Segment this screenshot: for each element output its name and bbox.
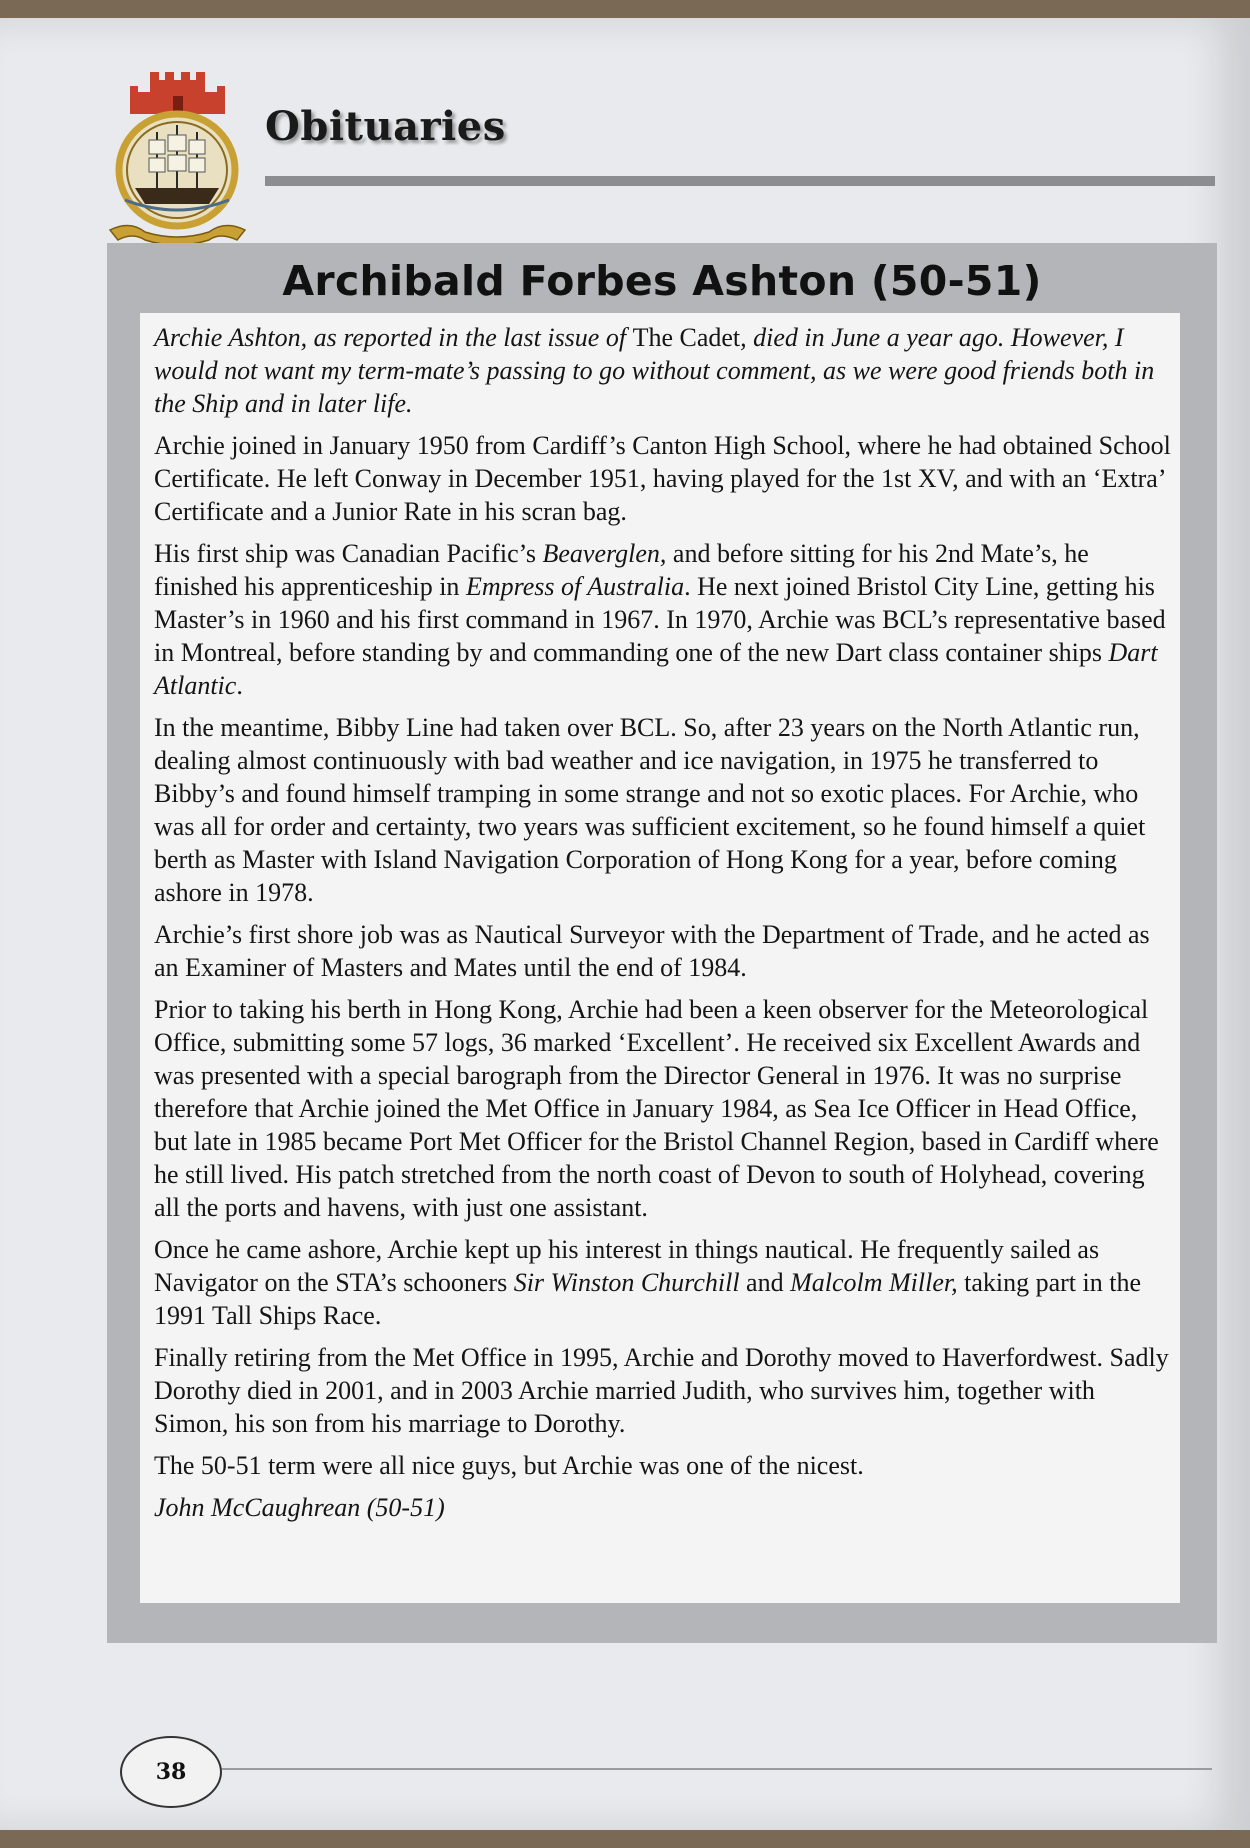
ship-name: Beaverglen, — [542, 539, 667, 568]
p2-text-a: His first ship was Canadian Pacific’s — [154, 539, 543, 568]
paragraph-7: Finally retiring from the Met Office in 1995, Archie and Dorothy moved to Haverfordwest. Sadly Dorothy died in 2001, and in 2003 Archie married Judith, who survives him, together with Simon, his son from his marriage to Dorothy. — [154, 1343, 1169, 1438]
author-signoff: John McCaughrean (50-51) — [154, 1493, 445, 1522]
article-frame — [107, 243, 1217, 1643]
intro-paragraph — [154, 321, 1174, 420]
publication-name: The Cadet — [632, 323, 741, 352]
p2-text-b: and before sitting for his 2nd Mate’s, he finished his apprenticeship in — [154, 539, 1089, 601]
p6-text-c: taking part in the 1991 Tall Ships Race. — [154, 1268, 1142, 1330]
ship-name: Sir Winston Churchill — [513, 1268, 740, 1297]
section-title: Obituaries — [265, 103, 506, 150]
magazine-page — [0, 18, 1250, 1830]
intro-text-1: Archie Ashton, as reported in the last issue of — [154, 323, 633, 352]
page-number: 38 — [120, 1736, 222, 1808]
article-body — [154, 321, 1174, 1533]
ship-crest-icon — [105, 70, 250, 245]
p6-text-a: Once he came ashore, Archie kept up his interest in things nautical. He frequently sailed as Navigator on the STA’s schooners — [154, 1235, 1100, 1297]
paragraph-2 — [154, 537, 1174, 702]
p2-text-c: . He next joined Bristol City Line, getting his Master’s in 1960 and his first command in 1967. In 1970, Archie was BCL’s representative based in Montreal, before standing by and commanding one of the new Dart class container ships — [154, 572, 1166, 667]
paragraph-8: The 50-51 term were all nice guys, but Archie was one of the nicest. — [154, 1451, 864, 1480]
paragraph-1: Archie joined in January 1950 from Cardiff’s Canton High School, where he had obtained School Certificate. He left Conway in December 1951, having played for the 1st XV, and with an ‘Extra’ Certificate and a Junior Rate in his scran bag. — [154, 431, 1171, 526]
ship-name: Dart Atlantic — [154, 638, 1158, 700]
paragraph-4: Archie’s first shore job was as Nautical Surveyor with the Department of Trade, and he acted as an Examiner of Masters and Mates until the end of 1984. — [154, 920, 1150, 982]
paragraph-3: In the meantime, Bibby Line had taken over BCL. So, after 23 years on the North Atlantic run, dealing almost continuously with bad weather and ice navigation, in 1975 he transferred to Bibby’s and found himself tramping in some strange and not so exotic places. For Archie, who was all for order and certainty, two years was sufficient excitement, so he found himself a quiet berth as Master with Island Navigation Corporation of Hong Kong for a year, before coming ashore in 1978. — [154, 713, 1146, 907]
article-panel — [140, 313, 1180, 1603]
p2-text-d: . — [236, 671, 243, 700]
ship-name: Empress of Australia — [465, 572, 685, 601]
article-title: Archibald Forbes Ashton (50-51) — [282, 257, 1042, 305]
footer-divider — [222, 1768, 1212, 1770]
header-divider — [265, 176, 1215, 186]
p6-text-b: and — [739, 1268, 791, 1297]
ship-name: Malcolm Miller, — [790, 1268, 958, 1297]
paragraph-5: Prior to taking his berth in Hong Kong, Archie had been a keen observer for the Meteorological Office, submitting some 57 logs, 36 marked ‘Excellent’. He received six Excellent Awards and was presented with a special barograph from the Director General in 1976. It was no surprise therefore that Archie joined the Met Office in January 1984, as Sea Ice Officer in Head Office, but late in 1985 became Port Met Officer for the Bristol Channel Region, based in Cardiff where he still lived. His patch stretched from the north coast of Devon to south of Holyhead, covering all the ports and havens, with just one assistant. — [154, 995, 1159, 1222]
intro-text-2: , died in June a year ago. However, I would not want my term-mate’s passing to go without comment, as we were good friends both in the Ship and in later life. — [154, 323, 1155, 418]
paragraph-6 — [154, 1233, 1174, 1332]
